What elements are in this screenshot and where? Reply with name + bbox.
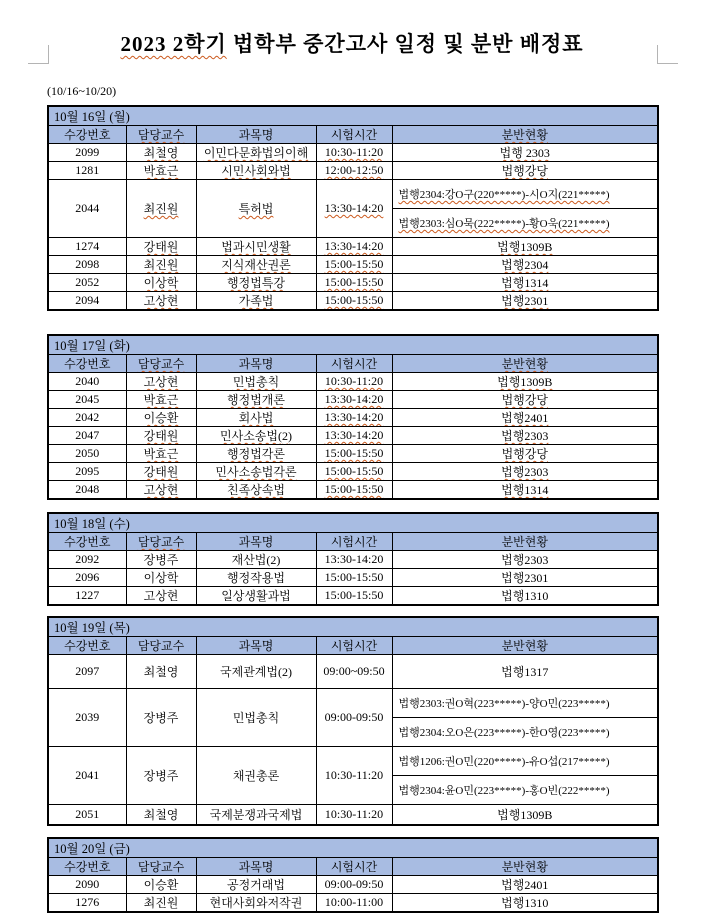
column-header: 과목명 (196, 637, 316, 655)
cell-room: 법행1309B (392, 373, 658, 391)
cell-subject: 채권총론 (196, 747, 316, 805)
day-header: 10월 20일 (금) (48, 838, 658, 858)
exam-schedule-tables (0, 105, 704, 913)
cell-room: 법행1314 (392, 481, 658, 500)
cell-exam-time: 15:00-15:50 (316, 256, 392, 274)
cell-subject: 공정거래법 (196, 876, 316, 894)
cell-exam-time: 09:00-09:50 (316, 689, 392, 747)
cell-professor: 고상현 (126, 373, 196, 391)
cell-exam-time: 10:30-11:20 (316, 805, 392, 826)
cell-course-no: 2094 (48, 292, 126, 311)
table-row (48, 637, 658, 655)
cell-subject: 특허법 (196, 180, 316, 238)
table-row (48, 894, 658, 913)
cell-professor: 박효근 (126, 162, 196, 180)
cell-professor: 박효근 (126, 391, 196, 409)
column-header: 과목명 (196, 126, 316, 144)
cell-course-no: 2047 (48, 427, 126, 445)
cell-professor: 장병주 (126, 747, 196, 805)
cell-subject: 민법총칙 (196, 373, 316, 391)
cell-course-no: 1274 (48, 238, 126, 256)
cell-subject: 회사법 (196, 409, 316, 427)
cell-room: 법행2401 (392, 876, 658, 894)
cell-subject: 현대사회와저작권 (196, 894, 316, 913)
cell-exam-time: 09:00-09:50 (316, 876, 392, 894)
cell-room: 법행1206:권O민(220*****)-유O섭(217*****) (392, 747, 658, 776)
column-header: 분반현황 (392, 533, 658, 551)
cell-professor: 이상학 (126, 569, 196, 587)
column-header: 수강번호 (48, 126, 126, 144)
cell-exam-time: 15:00-15:50 (316, 463, 392, 481)
cell-room: 법행1309B (392, 805, 658, 826)
cell-exam-time: 10:30-11:20 (316, 144, 392, 162)
cell-subject: 국제분쟁과국제법 (196, 805, 316, 826)
cell-room: 법행2303:권O혁(223*****)-양O민(223*****) (392, 689, 658, 718)
cell-subject: 재산법(2) (196, 551, 316, 569)
page-margin-corner-mark (657, 45, 678, 64)
cell-room: 법행1314 (392, 274, 658, 292)
cell-course-no: 2050 (48, 445, 126, 463)
exam-schedule-table (47, 334, 659, 500)
table-row (48, 126, 658, 144)
cell-subject: 행정법각론 (196, 445, 316, 463)
table-row (48, 106, 658, 126)
table-row (48, 355, 658, 373)
cell-professor: 최철영 (126, 805, 196, 826)
day-header: 10월 16일 (월) (48, 106, 658, 126)
table-row (48, 180, 658, 209)
cell-room: 법행2301 (392, 292, 658, 311)
table-row (48, 569, 658, 587)
cell-course-no: 2099 (48, 144, 126, 162)
column-header: 담당교수 (126, 533, 196, 551)
cell-course-no: 2098 (48, 256, 126, 274)
table-row (48, 655, 658, 689)
cell-exam-time: 13:30-14:20 (316, 391, 392, 409)
cell-course-no: 1276 (48, 894, 126, 913)
day-header: 10월 19일 (목) (48, 617, 658, 637)
cell-professor: 고상현 (126, 292, 196, 311)
document-page (0, 28, 704, 913)
cell-subject: 행정법개론 (196, 391, 316, 409)
day-header: 10월 17일 (화) (48, 335, 658, 355)
column-header: 과목명 (196, 355, 316, 373)
cell-room: 법행2304 (392, 256, 658, 274)
cell-room: 법행1310 (392, 587, 658, 606)
cell-exam-time: 10:30-11:20 (316, 373, 392, 391)
cell-subject: 시민사회와법 (196, 162, 316, 180)
table-row (48, 391, 658, 409)
cell-room: 법행1310 (392, 894, 658, 913)
exam-schedule-table (47, 105, 659, 311)
cell-exam-time: 15:00-15:50 (316, 481, 392, 500)
cell-subject: 가족법 (196, 292, 316, 311)
cell-exam-time: 10:00-11:00 (316, 894, 392, 913)
cell-course-no: 2092 (48, 551, 126, 569)
cell-exam-time: 13:30-14:20 (316, 427, 392, 445)
cell-course-no: 2039 (48, 689, 126, 747)
cell-professor: 장병주 (126, 551, 196, 569)
cell-subject: 민사소송법(2) (196, 427, 316, 445)
cell-course-no: 2042 (48, 409, 126, 427)
cell-room: 법행2301 (392, 569, 658, 587)
exam-schedule-table (47, 616, 659, 826)
column-header: 수강번호 (48, 637, 126, 655)
table-row (48, 617, 658, 637)
column-header: 시험시간 (316, 355, 392, 373)
cell-professor: 최진원 (126, 894, 196, 913)
cell-professor: 고상현 (126, 587, 196, 606)
column-header: 분반현황 (392, 858, 658, 876)
table-row (48, 144, 658, 162)
page-margin-corner-mark (28, 45, 49, 64)
cell-course-no: 2096 (48, 569, 126, 587)
cell-course-no: 2040 (48, 373, 126, 391)
cell-room: 법행2304:강O구(220*****)-시O지(221*****) (392, 180, 658, 209)
cell-professor: 이승환 (126, 409, 196, 427)
cell-exam-time: 13:30-14:20 (316, 409, 392, 427)
table-row (48, 876, 658, 894)
cell-exam-time: 15:00-15:50 (316, 569, 392, 587)
cell-room: 법행 2303 (392, 144, 658, 162)
page-title-part1: 2023 2학기 (120, 32, 227, 56)
cell-course-no: 1227 (48, 587, 126, 606)
cell-subject: 일상생활과법 (196, 587, 316, 606)
cell-professor: 최철영 (126, 655, 196, 689)
page-title (0, 28, 704, 58)
cell-course-no: 2041 (48, 747, 126, 805)
cell-professor: 최철영 (126, 144, 196, 162)
cell-course-no: 2044 (48, 180, 126, 238)
column-header: 시험시간 (316, 533, 392, 551)
column-header: 수강번호 (48, 858, 126, 876)
column-header: 시험시간 (316, 126, 392, 144)
table-row (48, 335, 658, 355)
column-header: 수강번호 (48, 533, 126, 551)
cell-exam-time: 13:30-14:20 (316, 551, 392, 569)
cell-course-no: 2052 (48, 274, 126, 292)
table-row (48, 238, 658, 256)
cell-room: 법행2303 (392, 551, 658, 569)
cell-course-no: 1281 (48, 162, 126, 180)
table-row (48, 747, 658, 776)
table-row (48, 409, 658, 427)
column-header: 수강번호 (48, 355, 126, 373)
date-range: (10/16~10/20) (47, 84, 117, 98)
cell-subject: 행정법특강 (196, 274, 316, 292)
cell-subject: 행정작용법 (196, 569, 316, 587)
page-title-part2: 법학부 중간고사 일정 및 분반 배정표 (226, 32, 584, 56)
table-row (48, 162, 658, 180)
cell-room: 법행2303 (392, 427, 658, 445)
table-row (48, 427, 658, 445)
cell-professor: 이승환 (126, 876, 196, 894)
cell-room: 법행2401 (392, 409, 658, 427)
table-row (48, 838, 658, 858)
cell-subject: 민사소송법각론 (196, 463, 316, 481)
cell-room: 법행1317 (392, 655, 658, 689)
column-header: 담당교수 (126, 126, 196, 144)
exam-schedule-table (47, 512, 659, 606)
cell-exam-time: 13:30-14:20 (316, 180, 392, 238)
table-row (48, 481, 658, 500)
cell-course-no: 2097 (48, 655, 126, 689)
table-row (48, 274, 658, 292)
cell-professor: 최진원 (126, 180, 196, 238)
cell-exam-time: 15:00-15:50 (316, 587, 392, 606)
cell-room: 법행강당 (392, 391, 658, 409)
cell-course-no: 2051 (48, 805, 126, 826)
column-header: 시험시간 (316, 858, 392, 876)
cell-professor: 최진원 (126, 256, 196, 274)
column-header: 담당교수 (126, 858, 196, 876)
cell-room: 법행강당 (392, 162, 658, 180)
table-row (48, 551, 658, 569)
column-header: 분반현황 (392, 126, 658, 144)
column-header: 과목명 (196, 858, 316, 876)
cell-professor: 고상현 (126, 481, 196, 500)
cell-room: 법행2303 (392, 463, 658, 481)
column-header: 과목명 (196, 533, 316, 551)
cell-room: 법행2304:윤O민(223*****)-홍O빈(222*****) (392, 776, 658, 805)
cell-room: 법행2304:오O은(223*****)-한O영(223*****) (392, 718, 658, 747)
cell-professor: 강태원 (126, 427, 196, 445)
cell-exam-time: 15:00-15:50 (316, 292, 392, 311)
cell-professor: 장병주 (126, 689, 196, 747)
exam-schedule-table (47, 837, 659, 913)
cell-exam-time: 13:30-14:20 (316, 238, 392, 256)
cell-exam-time: 09:00~09:50 (316, 655, 392, 689)
cell-subject: 국제관계법(2) (196, 655, 316, 689)
cell-professor: 이상학 (126, 274, 196, 292)
table-row (48, 292, 658, 311)
cell-professor: 강태원 (126, 463, 196, 481)
cell-subject: 친족상속법 (196, 481, 316, 500)
cell-subject: 이민다문화법의이해 (196, 144, 316, 162)
cell-room: 법행1309B (392, 238, 658, 256)
table-row (48, 587, 658, 606)
cell-subject: 민법총칙 (196, 689, 316, 747)
table-row (48, 373, 658, 391)
column-header: 담당교수 (126, 355, 196, 373)
table-row (48, 805, 658, 826)
cell-professor: 강태원 (126, 238, 196, 256)
cell-course-no: 2048 (48, 481, 126, 500)
table-row (48, 463, 658, 481)
cell-course-no: 2090 (48, 876, 126, 894)
table-row (48, 689, 658, 718)
cell-room: 법행강당 (392, 445, 658, 463)
column-header: 시험시간 (316, 637, 392, 655)
cell-exam-time: 12:00-12:50 (316, 162, 392, 180)
cell-exam-time: 15:00-15:50 (316, 445, 392, 463)
table-row (48, 256, 658, 274)
cell-course-no: 2095 (48, 463, 126, 481)
cell-course-no: 2045 (48, 391, 126, 409)
table-row (48, 533, 658, 551)
day-header: 10월 18일 (수) (48, 513, 658, 533)
cell-room: 법행2303:심O묵(222*****)-황O욱(221*****) (392, 209, 658, 238)
cell-subject: 법과시민생활 (196, 238, 316, 256)
column-header: 담당교수 (126, 637, 196, 655)
table-row (48, 445, 658, 463)
column-header: 분반현황 (392, 355, 658, 373)
cell-exam-time: 15:00-15:50 (316, 274, 392, 292)
column-header: 분반현황 (392, 637, 658, 655)
cell-exam-time: 10:30-11:20 (316, 747, 392, 805)
cell-subject: 지식재산권론 (196, 256, 316, 274)
table-row (48, 513, 658, 533)
cell-professor: 박효근 (126, 445, 196, 463)
